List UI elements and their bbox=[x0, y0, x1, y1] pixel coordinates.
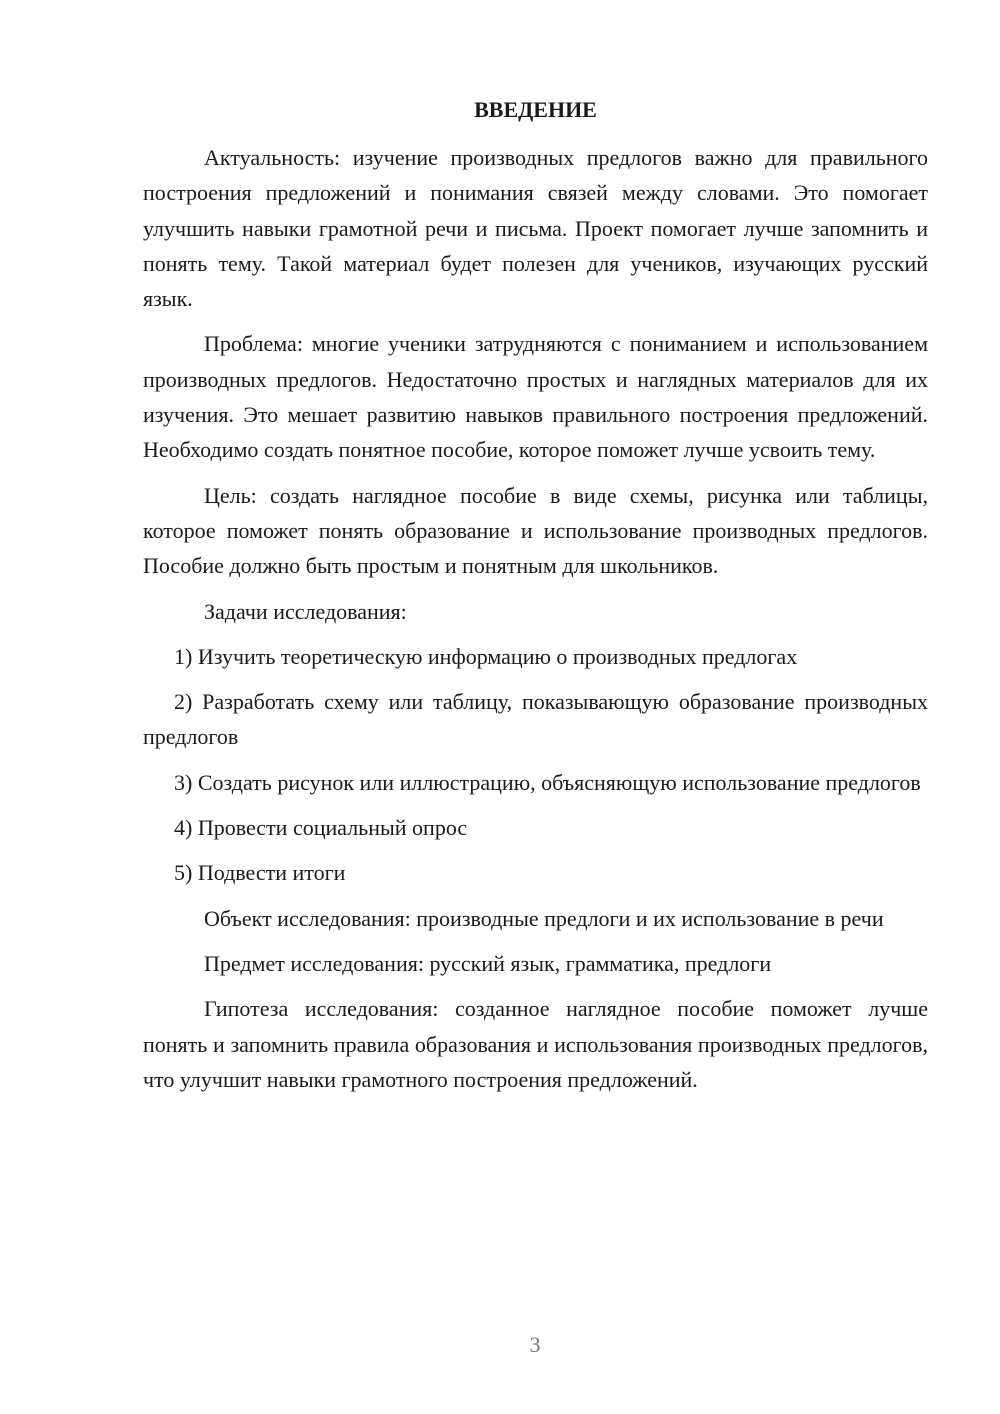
relevance-paragraph: Актуальность: изучение производных предлогов важно для правильного построения предложений и понимания связей между словами. Это помогает улучшить навыки грамотной речи и письма. Проект помогает лучше запомнить и понять тему. Такой материал будет полезен для учеников, изучающих русский язык. bbox=[143, 145, 928, 312]
subject-paragraph: Предмет исследования: русский язык, грамматика, предлоги bbox=[204, 950, 772, 976]
task-item: 2) Разработать схему или таблицу, показывающую образование производных предлогов bbox=[143, 689, 928, 750]
tasks-heading: Задачи исследования: bbox=[204, 598, 407, 624]
problem-paragraph: Проблема: многие ученики затрудняются с пониманием и использованием производных предлогов. Недостаточно простых и наглядных материалов для их изучения. Это мешает развитию навыков правильного построения предложений. Необходимо создать понятное пособие, которое поможет лучше усвоить тему. bbox=[143, 331, 928, 463]
object-paragraph: Объект исследования: производные предлоги и их использование в речи bbox=[204, 905, 884, 931]
hypothesis-paragraph: Гипотеза исследования: созданное наглядное пособие поможет лучше понять и запомнить правила образования и использования производных предлогов, что улучшит навыки грамотного построения предложений. bbox=[143, 996, 928, 1092]
section-title: ВВЕДЕНИЕ bbox=[474, 97, 597, 122]
task-item: 5) Подвести итоги bbox=[174, 860, 346, 886]
task-item: 3) Создать рисунок или иллюстрацию, объясняющую использование предлогов bbox=[174, 769, 921, 795]
task-item: 4) Провести социальный опрос bbox=[174, 815, 468, 841]
document-page bbox=[143, 92, 928, 1107]
task-item: 1) Изучить теоретическую информацию о производных предлогах bbox=[174, 643, 798, 669]
page-number: 3 bbox=[529, 1332, 541, 1357]
goal-paragraph: Цель: создать наглядное пособие в виде схемы, рисунка или таблицы, которое поможет понять образование и использование производных предлогов. Пособие должно быть простым и понятным для школьников. bbox=[143, 482, 928, 579]
